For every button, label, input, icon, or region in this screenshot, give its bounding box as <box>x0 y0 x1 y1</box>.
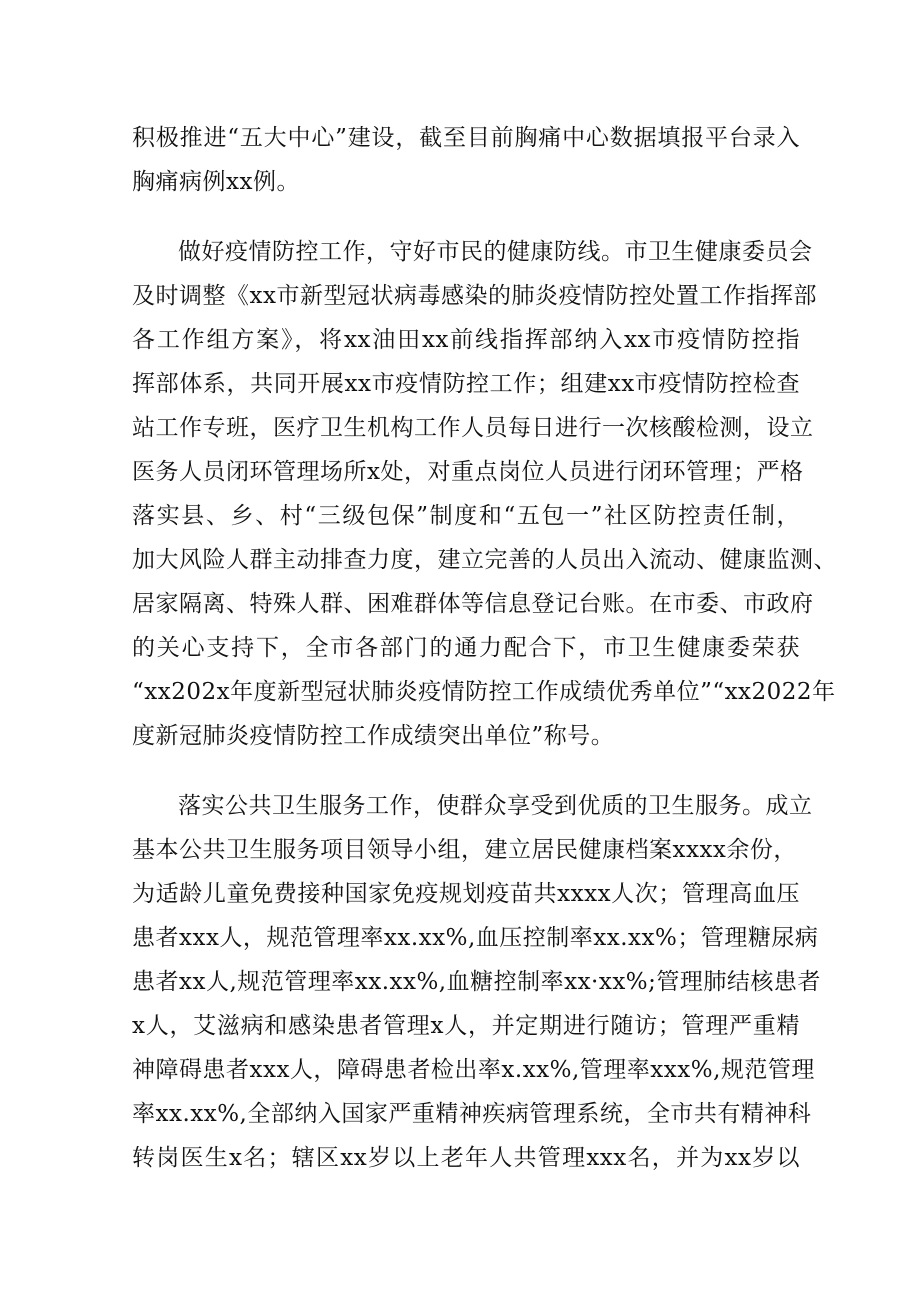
text-line: 患者xx人,规范管理率xx.xx%,血糖控制率xx·xx%;管理肺结核患者 <box>132 969 821 995</box>
text-line: 各工作组方案》，将xx油田xx前线指挥部纳入xx市疫情防控指 <box>132 327 800 353</box>
text-line: 及时调整《xx市新型冠状病毒感染的肺炎疫情防控处置工作指挥部 <box>132 283 817 309</box>
text-line: 胸痛病例xx例。 <box>132 169 300 195</box>
text-line: 转岗医生x名；辖区xx岁以上老年人共管理xxx名，并为xx岁以 <box>132 1145 800 1171</box>
paragraph-start-line: 做好疫情防控工作，守好市民的健康防线。市卫生健康委员会 <box>178 239 813 265</box>
text-line: 为适龄儿童免费接种国家免疫规划疫苗共xxxx人次；管理高血压 <box>132 881 800 907</box>
text-line: 基本公共卫生服务项目领导小组，建立居民健康档案xxxx余份， <box>132 837 797 863</box>
text-line: “xx202x年度新型冠状肺炎疫情防控工作成绩优秀单位”“xx2022年 <box>132 679 836 705</box>
text-line: 率xx.xx%,全部纳入国家严重精神疾病管理系统，全市共有精神科 <box>132 1101 812 1127</box>
text-line: 度新冠肺炎疫情防控工作成绩突出单位”称号。 <box>132 723 615 749</box>
text-line: 积极推进“五大中心”建设，截至目前胸痛中心数据填报平台录入 <box>132 125 800 151</box>
text-line: 神障碍患者xxx人，障碍患者检出率x.xx%,管理率xxx%,规范管理 <box>132 1057 815 1083</box>
text-line: 挥部体系，共同开展xx市疫情防控工作；组建xx市疫情防控检查 <box>132 371 800 397</box>
text-line: 落实县、乡、村“三级包保”制度和“五包一”社区防控责任制， <box>132 503 800 529</box>
text-line: 居家隔离、特殊人群、困难群体等信息登记台账。在市委、市政府 <box>132 591 814 617</box>
text-line: x人，艾滋病和感染患者管理x人，并定期进行随访；管理严重精 <box>132 1013 800 1039</box>
text-line: 站工作专班，医疗卫生机构工作人员每日进行一次核酸检测，设立 <box>132 415 814 441</box>
paragraph-start-line: 落实公共卫生服务工作，使群众享受到优质的卫生服务。成立 <box>178 793 813 819</box>
text-line: 的关心支持下，全市各部门的通力配合下，市卫生健康委荣获 <box>132 635 800 661</box>
text-line: 加大风险人群主动排查力度，建立完善的人员出入流动、健康监测、 <box>132 547 837 573</box>
text-line: 医务人员闭环管理场所x处，对重点岗位人员进行闭环管理；严格 <box>132 459 804 485</box>
text-line: 患者xxx人，规范管理率xx.xx%,血压控制率xx.xx%；管理糖尿病 <box>132 925 819 951</box>
